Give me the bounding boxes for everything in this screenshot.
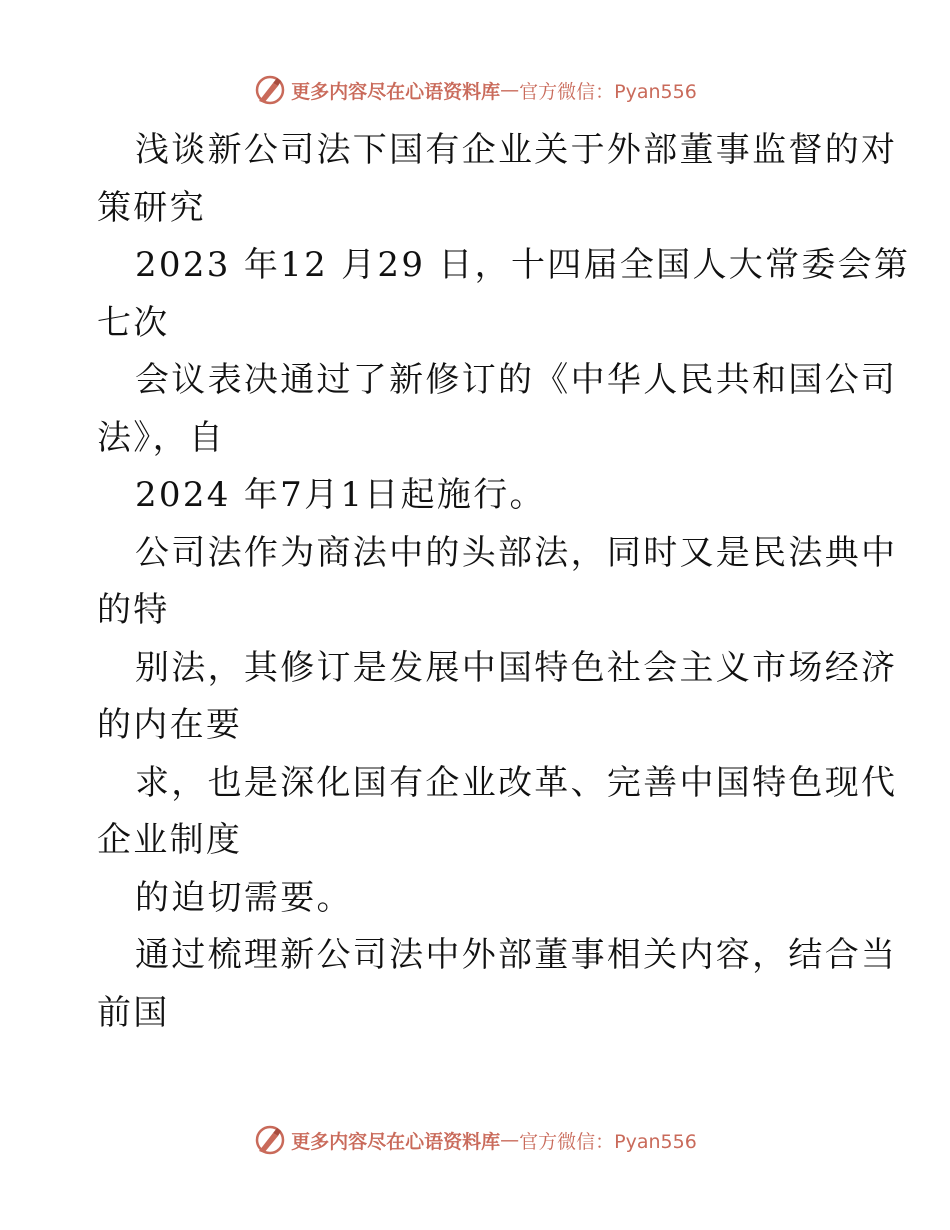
- body-line: 七次: [97, 302, 170, 343]
- header-dash: —: [500, 79, 520, 101]
- body-line: 2024 年7月1日起施行。: [135, 475, 546, 515]
- body-line: 策研究: [97, 187, 206, 228]
- body-line: 2023 年12 月29 日，十四届全国人大常委会第: [135, 245, 911, 285]
- body-line: 会议表决通过了新修订的《中华人民共和国公司: [135, 360, 898, 400]
- body-line: 的内在要: [97, 705, 243, 745]
- body-line: 求，也是深化国有企业改革、完善中国特色现代: [135, 762, 898, 803]
- footer-banner: [0, 1120, 950, 1160]
- body-line: 企业制度: [97, 820, 243, 860]
- header-brand-text: 更多内容尽在心语资料库: [291, 80, 501, 103]
- footer-dash: —: [500, 1129, 520, 1151]
- body-line: 别法，其修订是发展中国特色社会主义市场经济: [135, 647, 898, 688]
- body-line: 前国: [97, 992, 170, 1033]
- footer-wechat-text: 官方微信：Pyan556: [519, 1130, 697, 1153]
- body-line: 通过梳理新公司法中外部董事相关内容，结合当: [135, 935, 898, 975]
- body-line: 法》，自: [97, 417, 226, 458]
- header-wechat-text: 官方微信：Pyan556: [519, 80, 697, 103]
- body-line: 的迫切需要。: [135, 877, 353, 918]
- body-line: 公司法作为商法中的头部法，同时又是民法典中: [135, 532, 898, 573]
- pen-logo-icon: [253, 1123, 287, 1157]
- footer-brand-text: 更多内容尽在心语资料库: [291, 1130, 501, 1153]
- pen-logo-icon: [253, 73, 287, 107]
- document-body: [97, 122, 911, 1042]
- body-line: 的特: [97, 590, 170, 630]
- body-line: 浅谈新公司法下国有企业关于外部董事监督的对: [135, 130, 898, 170]
- header-banner: [0, 70, 950, 110]
